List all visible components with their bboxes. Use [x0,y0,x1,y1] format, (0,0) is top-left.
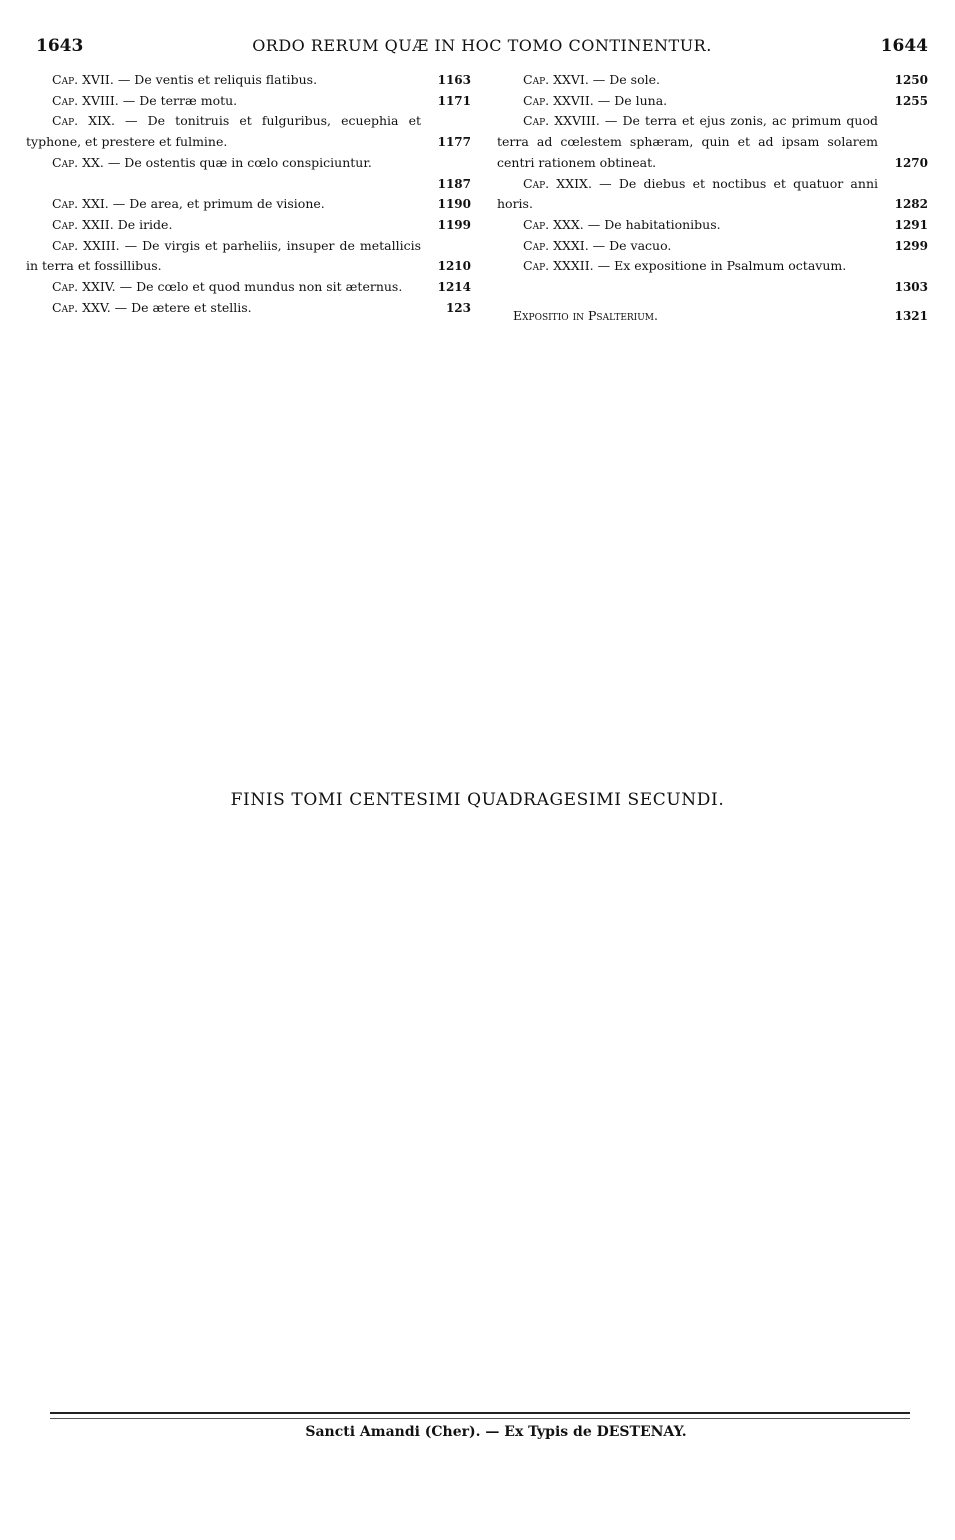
page-ref: 1214 [437,280,471,295]
toc-entry [497,70,928,91]
toc-entry [26,215,471,236]
chapter-title: — De area, et primum de visione. [108,196,325,212]
chapter-label: Cap. XXIX. [523,175,592,191]
page-ref: 1171 [437,93,471,108]
chapter-title: De iride. [113,216,173,232]
toc-entry [497,174,928,215]
chapter-label: Cap. XVIII. [52,92,119,108]
chapter-label: Cap. XXX. [523,216,584,232]
chapter-label: Cap. XXVI. [523,72,589,87]
chapter-title: — De tonitruis et fulguribus, ecuephia et typhone, et prestere et fulmine. [26,113,422,150]
chapter-title: — De ætere et stellis. [110,299,252,315]
chapter-label: Cap. XXVII. [523,92,594,108]
chapter-label: Cap. XXIII. [52,237,120,253]
toc-entry [497,111,928,173]
chapter-label: Cap. XXV. [52,299,111,315]
toc-entry [26,298,471,319]
page-ref: 123 [445,300,471,315]
chapter-title: — De diebus et noctibus et quatuor anni horis. [497,175,878,212]
toc-entry [497,236,928,257]
footer-rule [50,1412,910,1414]
chapter-title: — De virgis et parheliis, insuper de metallicis in terra et fossillibus. [26,237,421,274]
left-column [26,70,471,318]
chapter-label: Cap. XVII. [52,72,114,87]
running-header [36,36,928,58]
finis-line: FINIS TOMI CENTESIMI QUADRAGESIMI SECUNDI. [230,790,725,810]
chapter-title: — De ostentis quæ in cœlo conspiciuntur. [103,154,372,170]
chapter-title: — De terra et ejus zonis, ac primum quod terra ad cœlestem sphæram, quin et ad ipsam solarem centri rationem obtineat. [497,113,878,170]
chapter-title: — De terræ motu. [118,92,238,108]
chapter-title: — De habitationibus. [583,216,721,232]
toc-entry [26,111,471,152]
toc-entry [497,256,928,297]
page-ref: 1210 [437,259,471,274]
right-page-number: 1644 [880,36,928,56]
toc-entry [26,236,471,277]
chapter-title: — De vacuo. [588,237,672,253]
left-page-number: 1643 [36,36,84,56]
chapter-label: Cap. XIX. [52,113,115,129]
page-ref: 1299 [894,238,928,253]
page-ref: 1190 [437,197,471,212]
page-ref: 1282 [894,197,928,212]
page-ref: 1250 [894,73,928,87]
toc-entry [26,70,471,91]
toc-entry [26,91,471,112]
toc-entry [26,277,471,298]
chapter-title: — De cœlo et quod mundus non sit æternus. [115,279,403,295]
printer-imprint: Sancti Amandi (Cher). — Ex Typis de DESTENAY. [305,1424,687,1440]
page-ref: 1163 [437,73,471,87]
page-ref: 1255 [894,93,928,108]
chapter-label: Cap. XXXI. [523,237,589,253]
page-ref: 1270 [894,155,928,170]
chapter-title: — De luna. [593,92,668,108]
toc-entry [497,215,928,236]
page-ref: 1303 [894,280,928,295]
toc-entry [26,194,471,215]
chapter-label: Cap. XX. [52,154,104,170]
section-label: Expositio in Psalterium. [513,307,658,323]
chapter-title: — De sole. [588,72,660,87]
chapter-label: Cap. XXII. [52,216,114,232]
chapter-label: Cap. XXIV. [52,279,116,295]
page-ref: 1199 [437,217,471,232]
page-ref: 1187 [437,176,471,191]
chapter-label: Cap. XXXII. [523,258,594,274]
footer-rule-thin [50,1418,910,1419]
toc-entry [26,153,471,194]
chapter-title: — Ex expositione in Psalmum octavum. [593,258,847,274]
toc-entry [497,91,928,112]
running-title: ORDO RERUM QUÆ IN HOC TOMO CONTINENTUR. [252,36,712,55]
toc-entry-expositio [497,306,928,327]
chapter-label: Cap. XXI. [52,196,109,212]
page-ref: 1291 [894,217,928,232]
chapter-title: — De ventis et reliquis flatibus. [113,72,318,87]
page-ref: 1177 [437,135,471,150]
chapter-label: Cap. XXVIII. [523,113,600,129]
right-column [497,70,928,326]
page-ref: 1321 [894,308,928,323]
